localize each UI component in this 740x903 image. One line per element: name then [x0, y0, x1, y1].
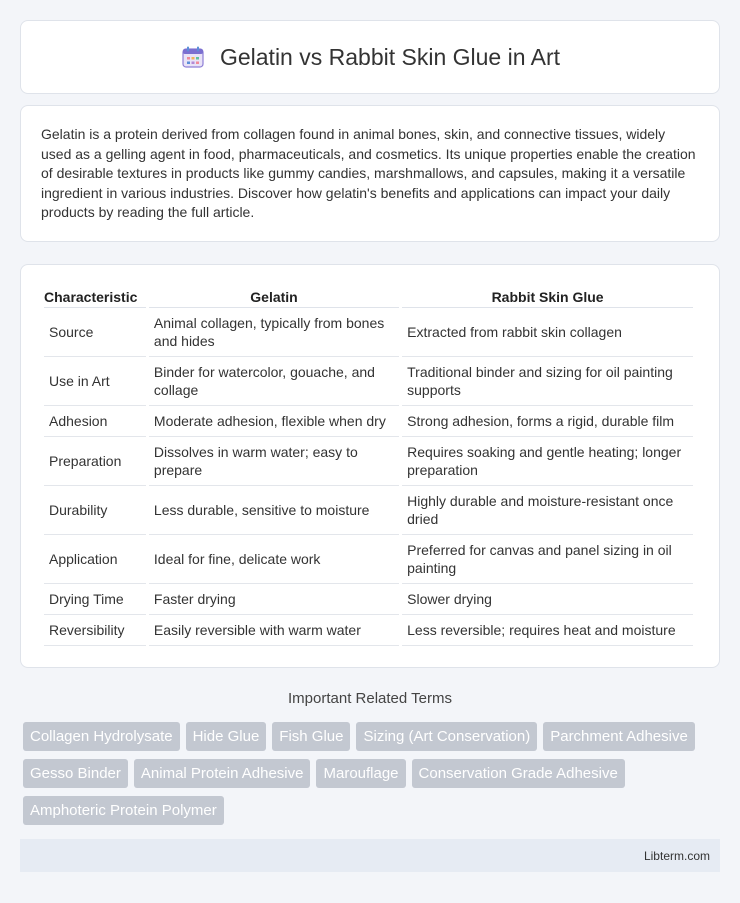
cell-gelatin: Faster drying — [149, 584, 399, 615]
intro-text: Gelatin is a protein derived from collagen found in animal bones, skin, and connective tissues, widely used as a gelling agent in food, pharmaceuticals, and cosmetics. Its unique properties enable the creation of desirable textures in products like gummy candies, marshmallows, and capsules, making it a versatile ingredient in various industries. Discover how gelatin's benefits and applications can impact your daily products by reading the full article. — [41, 126, 696, 220]
comparison-table — [41, 285, 696, 646]
table-row — [44, 615, 693, 646]
table-row — [44, 308, 693, 357]
related-term-tag[interactable]: Fish Glue — [272, 722, 350, 751]
cell-characteristic: Durability — [44, 486, 146, 535]
cell-gelatin: Moderate adhesion, flexible when dry — [149, 406, 399, 437]
cell-rabbit-skin-glue: Slower drying — [402, 584, 693, 615]
cell-characteristic: Adhesion — [44, 406, 146, 437]
table-row — [44, 437, 693, 486]
cell-characteristic: Preparation — [44, 437, 146, 486]
calendar-icon — [180, 44, 206, 70]
cell-characteristic: Application — [44, 535, 146, 584]
header-gelatin: Gelatin — [149, 285, 399, 308]
header-characteristic: Characteristic — [44, 285, 146, 308]
cell-gelatin: Easily reversible with warm water — [149, 615, 399, 646]
related-term-tag[interactable]: Collagen Hydrolysate — [23, 722, 180, 751]
related-term-tag[interactable]: Sizing (Art Conservation) — [356, 722, 537, 751]
footer-site-link[interactable]: Libterm.com — [643, 848, 710, 863]
related-term-tag[interactable]: Parchment Adhesive — [543, 722, 695, 751]
cell-gelatin: Ideal for fine, delicate work — [149, 535, 399, 584]
related-terms-heading: Important Related Terms — [288, 690, 452, 707]
cell-rabbit-skin-glue: Preferred for canvas and panel sizing in oil painting — [402, 535, 693, 584]
page-title: Gelatin vs Rabbit Skin Glue in Art — [219, 43, 561, 70]
cell-rabbit-skin-glue: Less reversible; requires heat and moisture — [402, 615, 693, 646]
cell-gelatin: Less durable, sensitive to moisture — [149, 486, 399, 535]
footer — [20, 839, 720, 872]
related-term-tag[interactable]: Animal Protein Adhesive — [134, 759, 311, 788]
related-term-tag[interactable]: Conservation Grade Adhesive — [412, 759, 625, 788]
intro-card — [20, 105, 720, 242]
related-term-tag[interactable]: Amphoteric Protein Polymer — [23, 796, 224, 825]
table-row — [44, 535, 693, 584]
cell-gelatin: Dissolves in warm water; easy to prepare — [149, 437, 399, 486]
header-rabbit-skin-glue: Rabbit Skin Glue — [402, 285, 693, 308]
table-row — [44, 406, 693, 437]
related-term-tag[interactable]: Hide Glue — [186, 722, 267, 751]
cell-characteristic: Drying Time — [44, 584, 146, 615]
cell-characteristic: Reversibility — [44, 615, 146, 646]
table-row — [44, 486, 693, 535]
cell-rabbit-skin-glue: Highly durable and moisture-resistant once dried — [402, 486, 693, 535]
cell-rabbit-skin-glue: Strong adhesion, forms a rigid, durable film — [402, 406, 693, 437]
cell-characteristic: Use in Art — [44, 357, 146, 406]
cell-rabbit-skin-glue: Extracted from rabbit skin collagen — [402, 308, 693, 357]
cell-gelatin: Binder for watercolor, gouache, and collage — [149, 357, 399, 406]
table-row — [44, 584, 693, 615]
title-wrap — [180, 44, 560, 71]
related-term-tag[interactable]: Gesso Binder — [23, 759, 128, 788]
cell-rabbit-skin-glue: Traditional binder and sizing for oil painting supports — [402, 357, 693, 406]
related-term-tag[interactable]: Marouflage — [316, 759, 405, 788]
table-row — [44, 357, 693, 406]
comparison-table-card — [20, 264, 720, 668]
cell-characteristic: Source — [44, 308, 146, 357]
table-header-row — [44, 285, 693, 308]
cell-gelatin: Animal collagen, typically from bones and hides — [149, 308, 399, 357]
related-terms-list — [23, 722, 723, 825]
header-card — [20, 20, 720, 94]
cell-rabbit-skin-glue: Requires soaking and gentle heating; longer preparation — [402, 437, 693, 486]
